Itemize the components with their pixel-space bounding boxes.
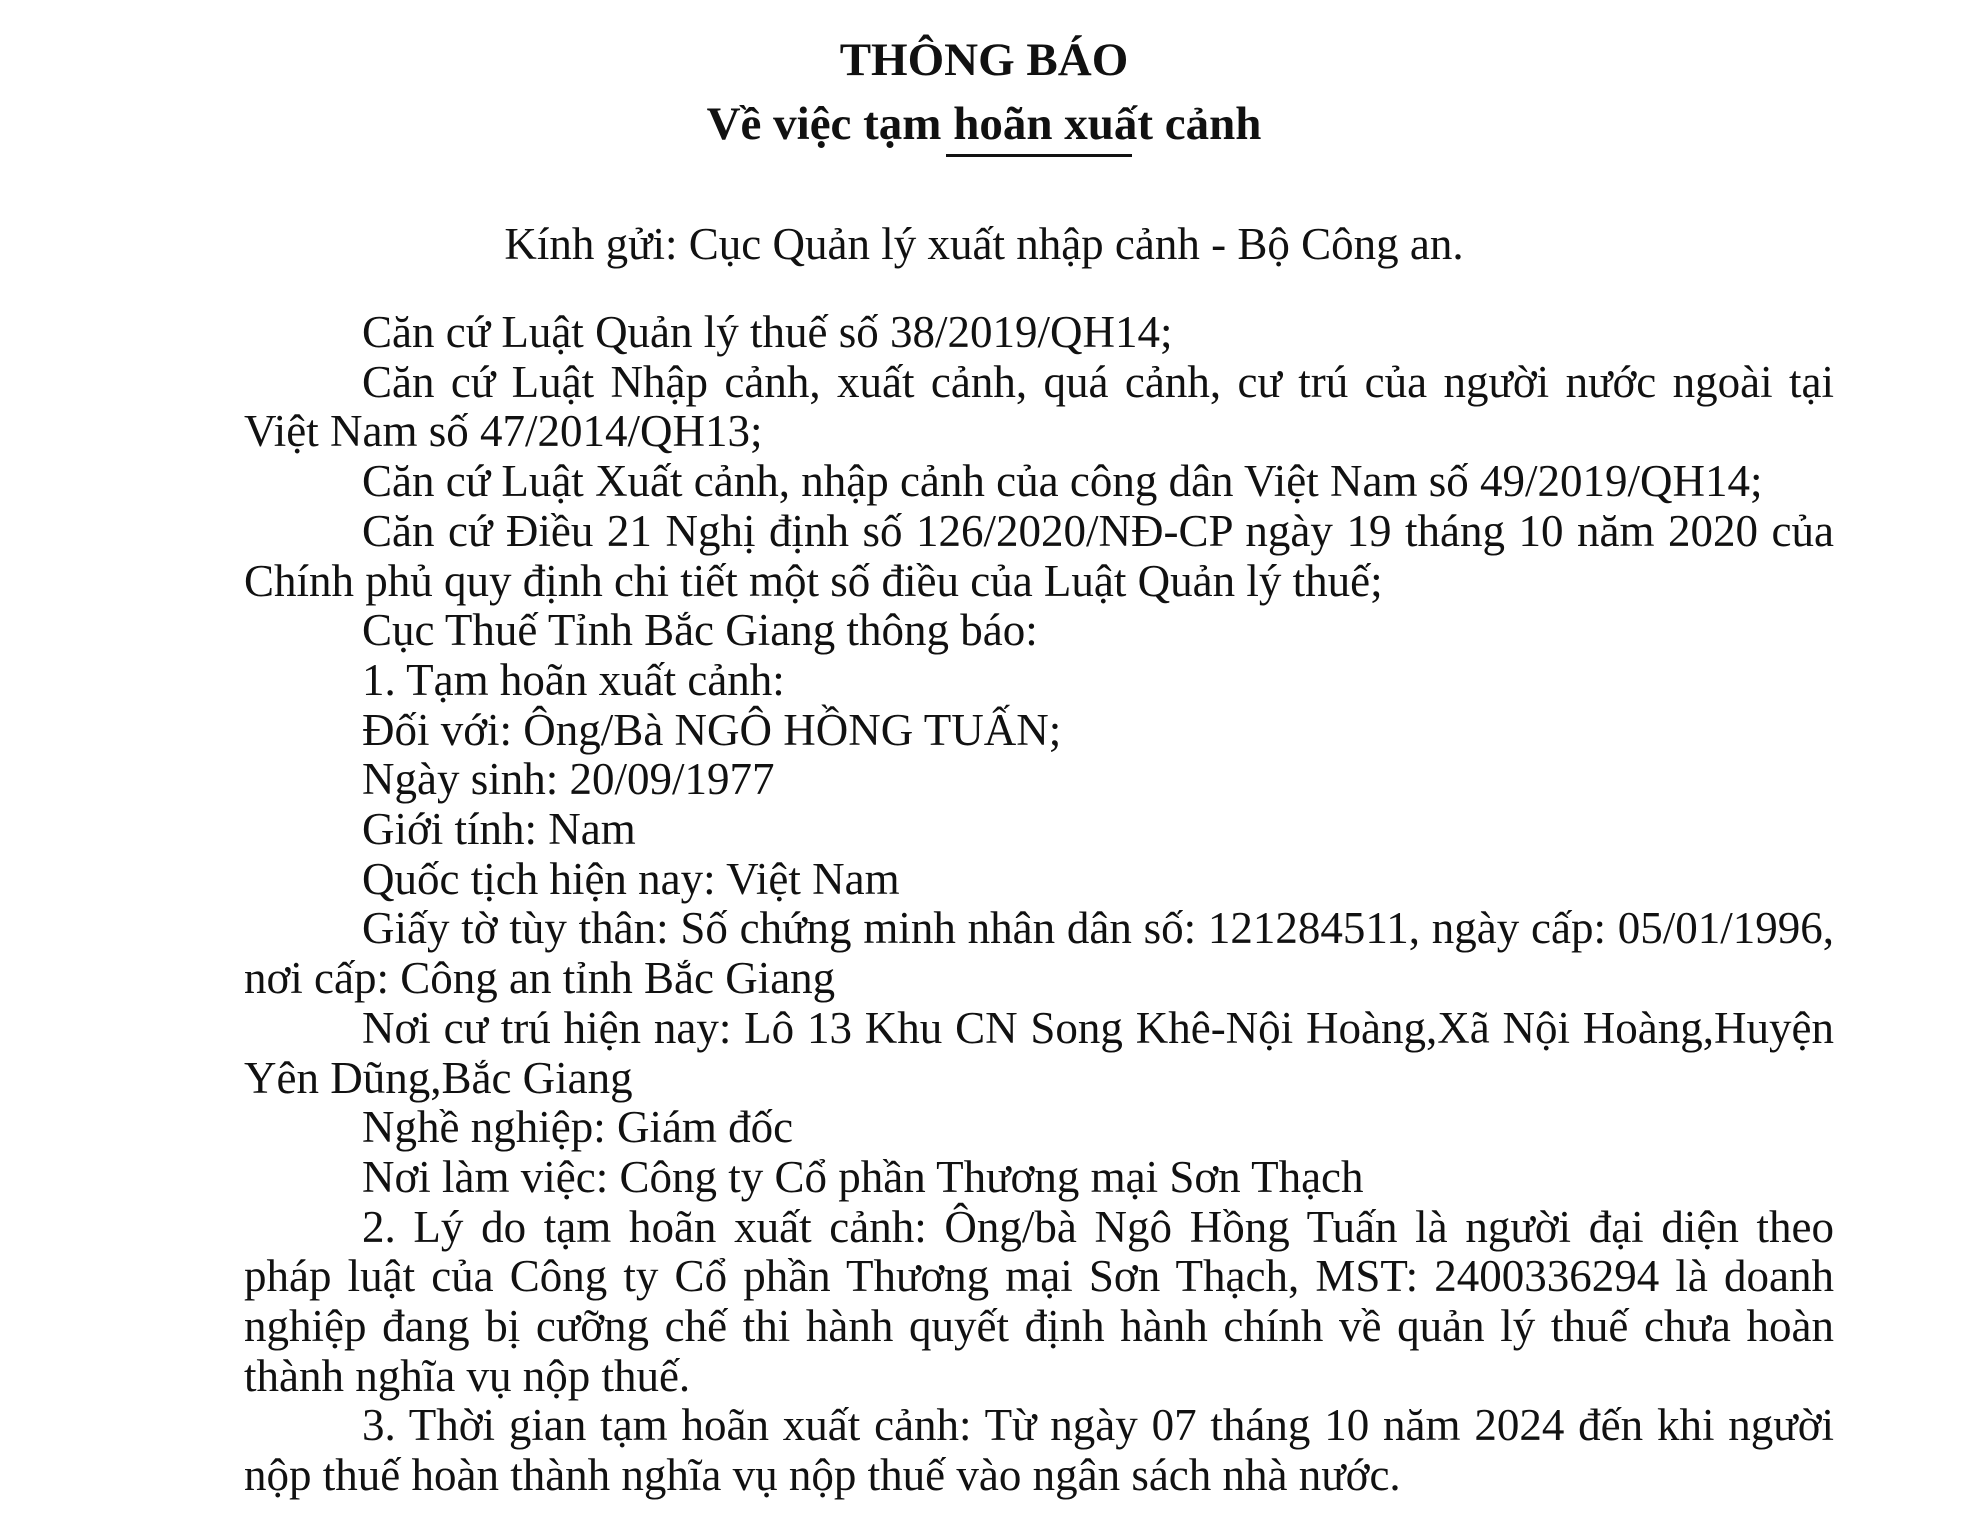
legal-basis-foreigner-law: Căn cứ Luật Nhập cảnh, xuất cảnh, quá cảnh, cư trú của người nước ngoài tại Việt Nam số 47/2014/QH13;	[244, 356, 1834, 457]
document-title: THÔNG BÁO	[839, 34, 1129, 86]
person-name: Đối với: Ông/Bà NGÔ HỒNG TUẤN;	[362, 704, 1062, 755]
document-body	[244, 308, 1834, 1501]
document-subtitle: Về việc tạm hoãn xuất cảnh	[706, 98, 1262, 150]
legal-basis-citizen-exit-law: Căn cứ Luật Xuất cảnh, nhập cảnh của công dân Việt Nam số 49/2019/QH14;	[362, 456, 1763, 507]
recipient-line: Kính gửi: Cục Quản lý xuất nhập cảnh - Bộ Công an.	[504, 219, 1464, 269]
subtitle-underline	[946, 154, 1132, 157]
person-workplace: Nơi làm việc: Công ty Cổ phần Thương mại Sơn Thạch	[362, 1151, 1364, 1202]
person-nationality: Quốc tịch hiện nay: Việt Nam	[362, 853, 900, 904]
person-residence: Nơi cư trú hiện nay: Lô 13 Khu CN Song Khê-Nội Hoàng,Xã Nội Hoàng,Huyện Yên Dũng,Bắc Giang	[244, 1002, 1834, 1103]
legal-basis-tax-law: Căn cứ Luật Quản lý thuế số 38/2019/QH14;	[362, 307, 1173, 357]
section-3-duration: 3. Thời gian tạm hoãn xuất cảnh: Từ ngày 07 tháng 10 năm 2024 đến khi người nộp thuế hoàn thành nghĩa vụ nộp thuế vào ngân sách nhà nước.	[244, 1400, 1834, 1501]
person-birth-date: Ngày sinh: 20/09/1977	[362, 754, 775, 805]
person-id-document: Giấy tờ tùy thân: Số chứng minh nhân dân số: 121284511, ngày cấp: 05/01/1996, nơi cấp: Công an tỉnh Bắc Giang	[244, 903, 1834, 1004]
section-2-reason: 2. Lý do tạm hoãn xuất cảnh: Ông/bà Ngô Hồng Tuấn là người đại diện theo pháp luật của Công ty Cổ phần Thương mại Sơn Thạch, MST: 2400336294 là doanh nghiệp đang bị cưỡng chế thi hành quyết định hành chính về quản lý thuế chưa hoàn thành nghĩa vụ nộp thuế.	[244, 1201, 1834, 1401]
legal-basis-decree: Căn cứ Điều 21 Nghị định số 126/2020/NĐ-CP ngày 19 tháng 10 năm 2020 của Chính phủ quy định chi tiết một số điều của Luật Quản lý thuế;	[244, 505, 1834, 606]
section-1-heading: 1. Tạm hoãn xuất cảnh:	[362, 654, 785, 705]
person-occupation: Nghề nghiệp: Giám đốc	[362, 1102, 794, 1153]
person-gender: Giới tính: Nam	[362, 804, 636, 855]
issuer-announcement: Cục Thuế Tỉnh Bắc Giang thông báo:	[362, 605, 1038, 656]
